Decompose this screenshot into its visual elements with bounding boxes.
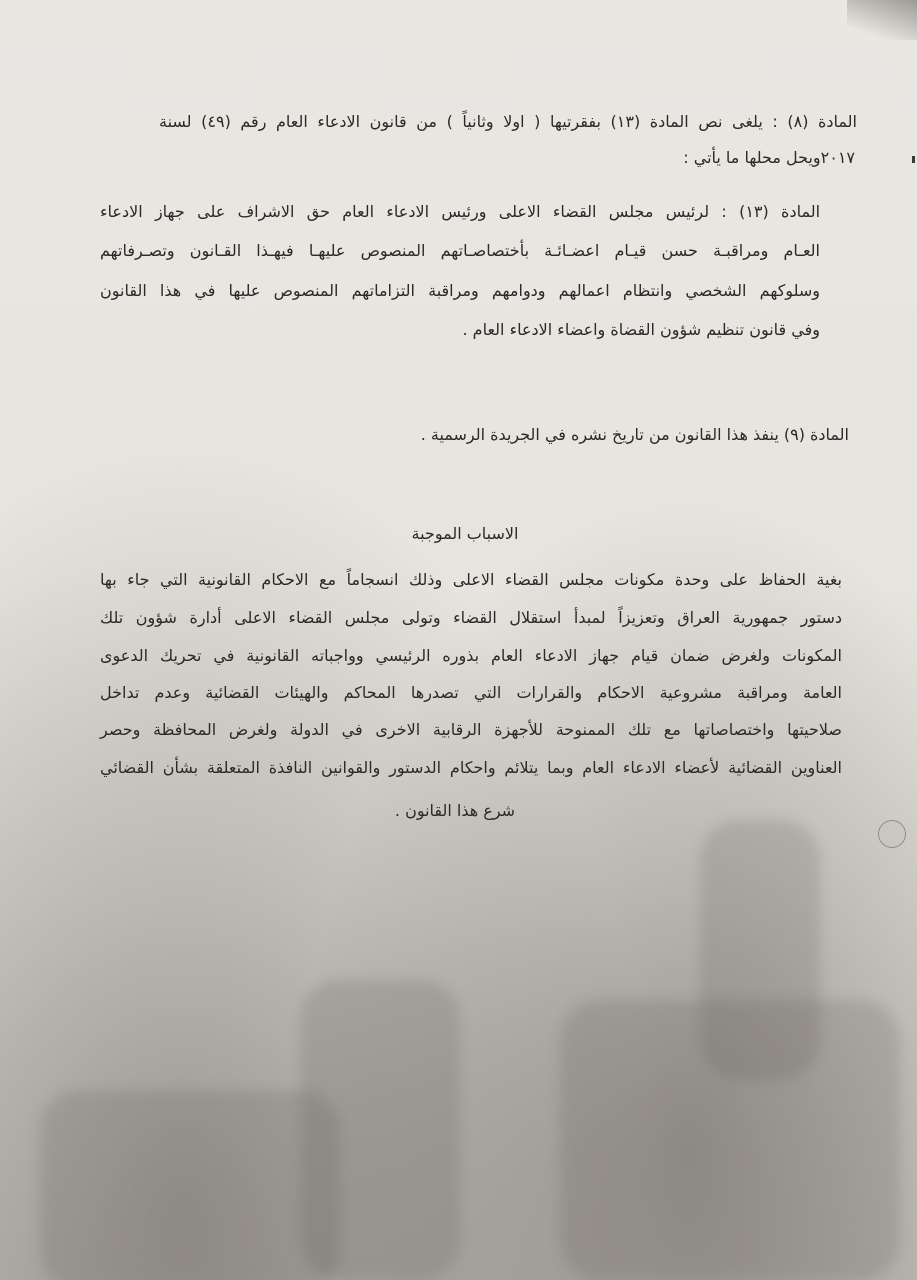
- article-13-line-2: العـام ومراقبـة حسن قيـام اعضـائـة بأختصاصـاتهم المنصوص عليهـا فيهـذا القـانون وتصـرفاتهم: [100, 241, 820, 260]
- article-13-line-4: وفي قانون تنظيم شؤون القضاة واعضاء الادعاء العام .: [462, 320, 820, 339]
- article-9-line-1: المادة (٩) ينفذ هذا القانون من تاريخ نشره في الجريدة الرسمية .: [420, 425, 849, 444]
- hand-shadow: [300, 980, 460, 1280]
- reasons-line-7: شرع هذا القانون .: [394, 801, 516, 820]
- reasons-line-1: بغية الحفاظ على وحدة مكونات مجلس القضاء الاعلى وذلك انسجاماً مع الاحكام القانونية التي جاء بها: [100, 570, 842, 589]
- reasons-line-2: دستور جمهورية العراق وتعزيزاً لمبدأ استقلال القضاء وتولى مجلس القضاء الاعلى أدارة شؤون تلك: [100, 608, 842, 627]
- article-13-line-3: وسلوكهم الشخصي وانتظام اعمالهم ودوامهم ومراقبة التزاماتهم المنصوص عليها في هذا القانون: [100, 281, 820, 300]
- reasons-line-5: صلاحيتها واختصاصاتها مع تلك الممنوحة للأجهزة الرقابية الاخرى في الدولة ولغرض المحافظة وحصر: [100, 720, 842, 739]
- article-13-line-1: المادة (١٣) : لرئيس مجلس القضاء الاعلى ورئيس الادعاء العام حق الاشراف على جهاز الادعاء: [100, 202, 821, 221]
- page-fold-shadow: [847, 0, 917, 40]
- hand-shadow: [700, 820, 820, 1080]
- article-8-line-2: ٢٠١٧ويحل محلها ما يأتي :: [683, 148, 855, 167]
- reasons-line-3: المكونات ولغرض ضمان قيام جهاز الادعاء العام بذوره الرئيسي وواجباته القانونية في تحريك الدعوى: [100, 646, 842, 665]
- margin-mark: [912, 156, 915, 163]
- punch-hole: [878, 820, 906, 848]
- reasons-heading: الاسباب الموجبة: [411, 524, 519, 543]
- reasons-line-6: العناوين القضائية لأعضاء الادعاء العام وبما يتلائم واحكام الدستور والقوانين النافذة المتعلقة بشأن القضائي: [100, 758, 842, 777]
- article-8-line-1: المادة (٨) : يلغى نص المادة (١٣) بفقرتيها ( اولا وثانياً ) من قانون الادعاء العام رقم (٤٩) لسنة: [159, 112, 857, 131]
- reasons-line-4: العامة ومراقبة مشروعية الاحكام والقرارات التي تصدرها المحاكم والهيئات القضائية وعدم تداخل: [100, 683, 842, 702]
- hand-shadow: [40, 1090, 340, 1280]
